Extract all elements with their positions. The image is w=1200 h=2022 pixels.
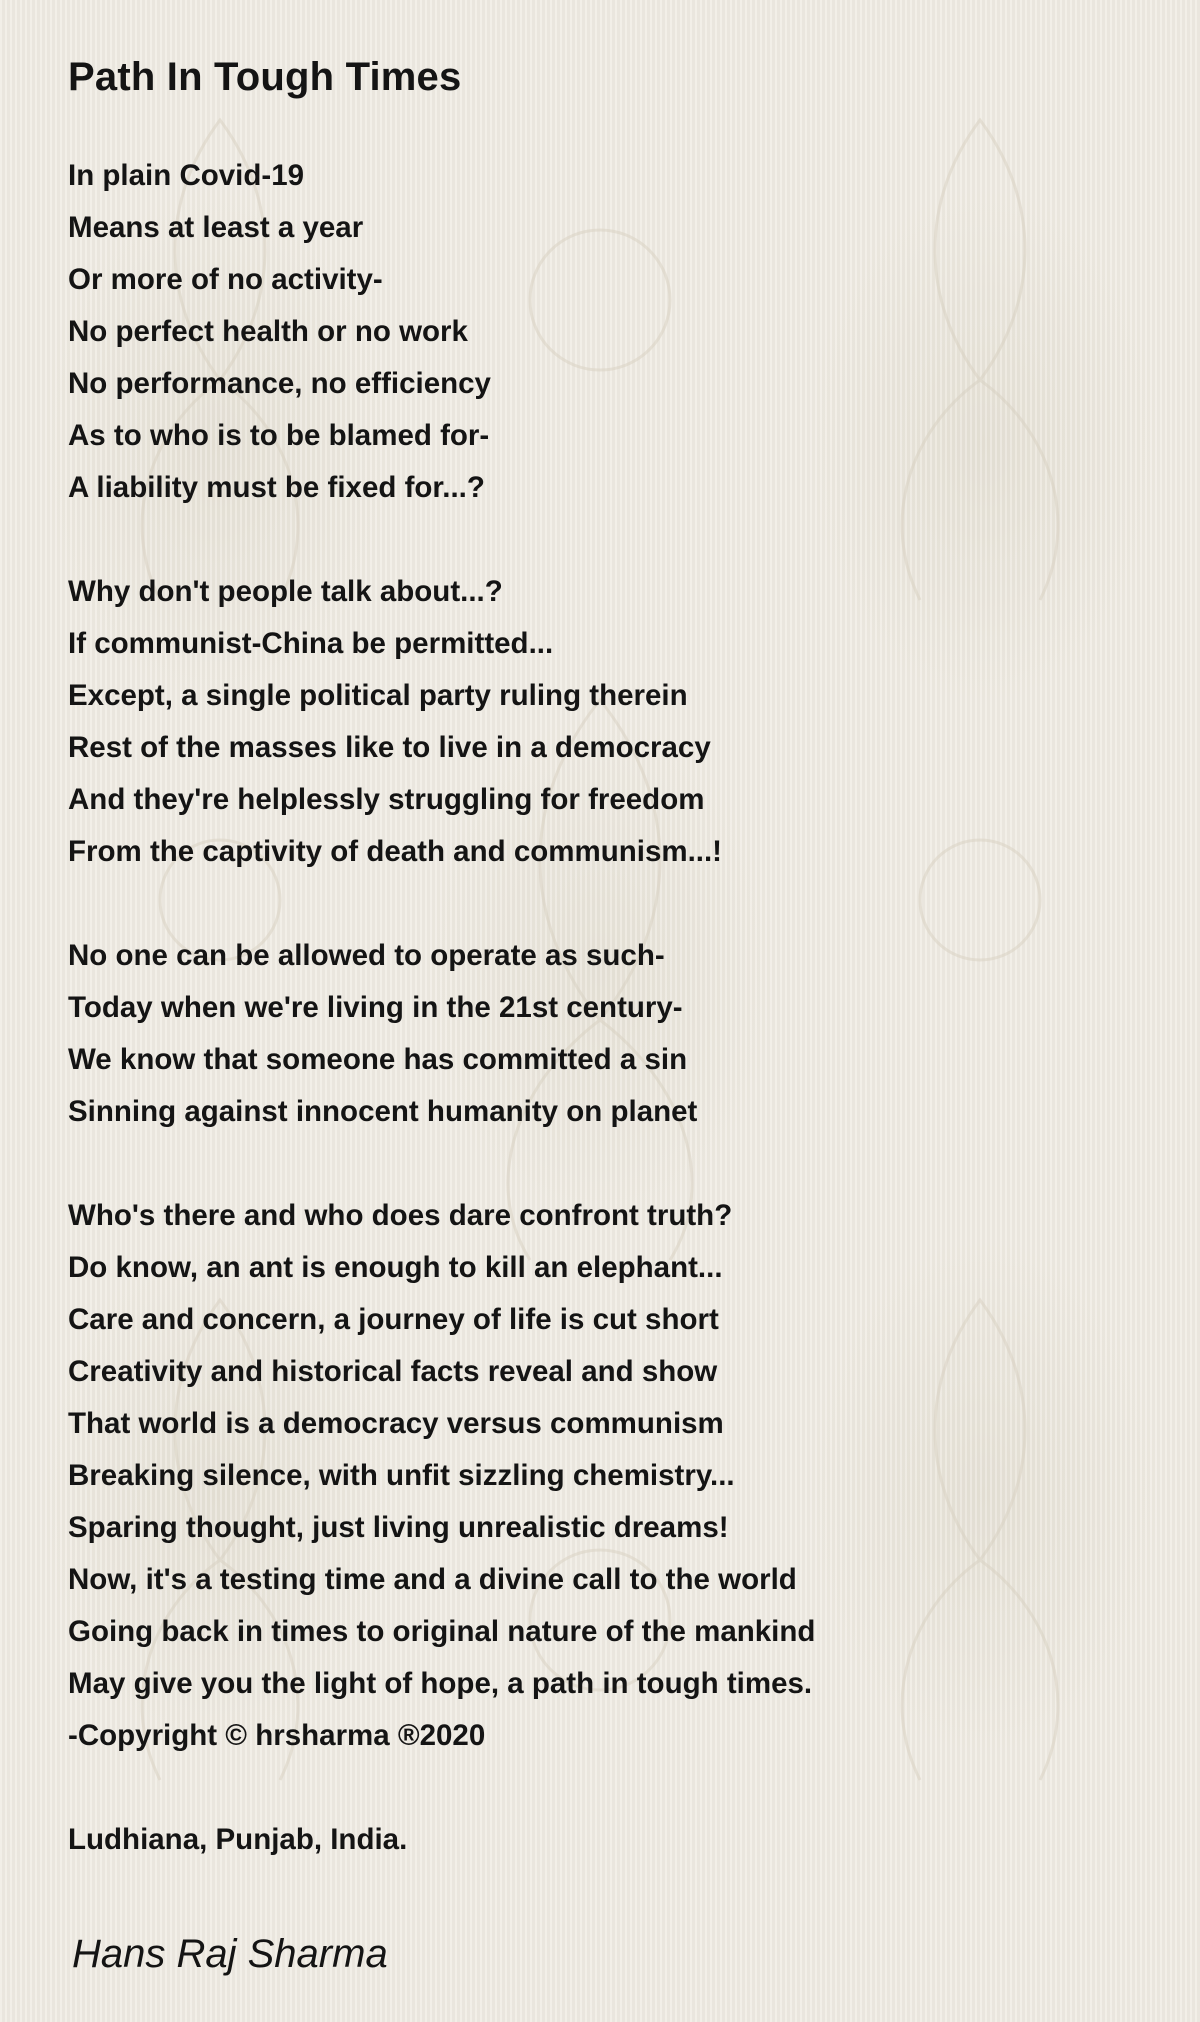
poem-line: In plain Covid-19: [68, 159, 305, 192]
poem-line: We know that someone has committed a sin: [68, 1043, 688, 1076]
poem-line: From the captivity of death and communism...!: [68, 835, 722, 868]
copyright-line: -Copyright © hrsharma ®2020: [68, 1719, 486, 1752]
poem-line: Who's there and who does dare confront truth?: [68, 1199, 733, 1232]
poem-line: Except, a single political party ruling therein: [68, 679, 688, 712]
poem-body: [68, 150, 1148, 1762]
poem-line: May give you the light of hope, a path in tough times.: [68, 1667, 813, 1700]
poem-author: Hans Raj Sharma: [72, 1932, 388, 1976]
poem-line: Sinning against innocent humanity on planet: [68, 1095, 698, 1128]
poem-line: Sparing thought, just living unrealistic dreams!: [68, 1511, 729, 1544]
poem-line: Or more of no activity-: [68, 263, 383, 296]
poem-line: Today when we're living in the 21st century-: [68, 991, 683, 1024]
poem-line: No perfect health or no work: [68, 315, 468, 348]
poem-line: Care and concern, a journey of life is cut short: [68, 1303, 719, 1336]
poem-line: If communist-China be permitted...: [68, 627, 554, 660]
poem-line: Rest of the masses like to live in a democracy: [68, 731, 711, 764]
poem-line: Creativity and historical facts reveal and show: [68, 1355, 718, 1388]
poem-card: [68, 46, 1148, 1984]
poem-line: Why don't people talk about...?: [68, 575, 503, 608]
poem-line: And they're helplessly struggling for freedom: [68, 783, 705, 816]
poem-line: That world is a democracy versus communism: [68, 1407, 724, 1440]
poem-line: No one can be allowed to operate as such-: [68, 939, 665, 972]
poem-line: Now, it's a testing time and a divine call to the world: [68, 1563, 797, 1596]
poem-line: No performance, no efficiency: [68, 367, 491, 400]
poem-line: A liability must be fixed for...?: [68, 471, 485, 504]
poem-line: As to who is to be blamed for-: [68, 419, 490, 452]
poem-line: Going back in times to original nature of the mankind: [68, 1615, 816, 1648]
poem-title: Path In Tough Times: [68, 55, 462, 99]
poem-line: Do know, an ant is enough to kill an elephant...: [68, 1251, 723, 1284]
stanza-4: [68, 1190, 1148, 1762]
poem-line: Means at least a year: [68, 211, 364, 244]
poem-line: Breaking silence, with unfit sizzling chemistry...: [68, 1459, 735, 1492]
stanza-1: [68, 150, 1148, 514]
poem-location: Ludhiana, Punjab, India.: [68, 1823, 408, 1856]
stanza-3: [68, 930, 1148, 1138]
stanza-2: [68, 566, 1148, 878]
